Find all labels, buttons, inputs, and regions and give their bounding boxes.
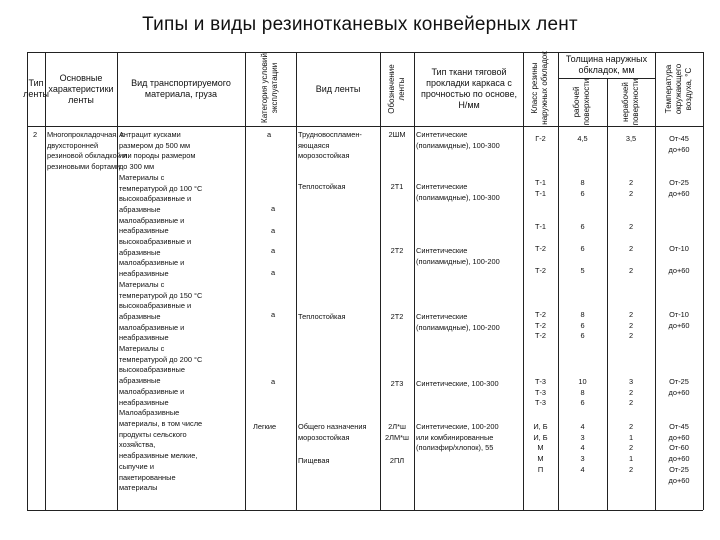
kind-value: Пищевая (298, 456, 330, 465)
category-value: Легкие (253, 422, 277, 431)
header-thickness: Толщина наружных обкладок, мм (565, 54, 648, 75)
header-main-characteristics: Основные характеристики ленты (48, 72, 114, 105)
kind-value: Теплостойкая (298, 182, 346, 191)
conveyor-belt-table (23, 51, 703, 510)
category-value: а (271, 246, 276, 255)
nonworking-thickness-value: 2 2 (628, 178, 634, 198)
nonworking-thickness-value: 3 2 2 (628, 377, 634, 408)
main-characteristics: Многопрокладочная, с двухсторонней резиновой обкладкой и резиновыми бортами (47, 130, 128, 172)
header-type: Тип ленты (23, 78, 49, 99)
header-kind: Вид ленты (315, 83, 361, 94)
category-value: а (271, 377, 276, 386)
nonworking-thickness-value: 2 (628, 222, 634, 231)
nonworking-thickness-value: 2 1 2 1 2 (628, 422, 634, 474)
temperature-value: до+60 (668, 266, 690, 275)
class-value: Т-2 (534, 244, 547, 253)
category-value: а (271, 268, 276, 277)
fabric-value: Синтетические (полиамидные), 100-300 (416, 182, 500, 202)
designation-value: 2Т1 (390, 182, 404, 191)
fabric-value: Синтетические (полиамидные), 100-200 (416, 312, 500, 332)
designation-value: 2Т3 (390, 379, 404, 388)
designation-value: 2Т2 (390, 246, 404, 255)
temperature-value: От-25 до+60 (668, 377, 690, 397)
class-value: Т-2 Т-2 Т-2 (534, 310, 547, 341)
header-designation: Обозначение ленты (387, 64, 406, 114)
fabric-value: Синтетические (полиамидные), 100-300 (416, 130, 500, 150)
designation-value: 2ШМ (388, 130, 406, 139)
page-title: Типы и виды резинотканевых конвейерных лент (142, 14, 578, 35)
header-material: Вид транспортируемого материала, груза (131, 78, 231, 99)
temperature-value: От-25 до+60 (668, 178, 690, 198)
class-value: Т-1 (534, 222, 547, 231)
class-value: И, Б И, Б М М П (533, 422, 548, 474)
temperature-value: От-45 до+60 От-60 до+60 От-25 до+60 (668, 422, 690, 485)
header-working-surface: рабочей поверхности (572, 78, 591, 126)
working-thickness-value: 8 6 6 (580, 310, 585, 341)
temperature-value: От-10 (669, 244, 689, 253)
working-thickness-value: 4 3 4 3 4 (580, 422, 585, 474)
fabric-value: Синтетические, 100-200 или комбинированные (полиэфир/хлопок), 55 (416, 422, 499, 453)
category-value: а (271, 310, 276, 319)
temperature-value: От-45 до+60 (668, 134, 690, 154)
class-value: Т-3 Т-3 Т-3 (534, 377, 547, 408)
fabric-value: Синтетические, 100-300 (416, 379, 499, 388)
designation-value: 2Л*ш (388, 422, 406, 431)
temperature-value: От-10 до+60 (668, 310, 690, 330)
nonworking-thickness-value: 2 2 2 (628, 310, 634, 341)
category-value: а (271, 204, 276, 213)
header-category: Категория условий эксплуатации (260, 53, 279, 123)
fabric-value: Синтетические (полиамидные), 100-200 (416, 246, 500, 266)
class-value: Т-1 Т-1 (534, 178, 547, 198)
header-fabric: Тип ткани тяговой прокладки каркаса с прочностью по основе, Н/мм (421, 67, 517, 110)
class-value: Г-2 (535, 134, 546, 143)
header-nonworking-surface: нерабочей поверхности (621, 78, 640, 126)
designation-value: 2ЛМ*ш (385, 433, 409, 442)
working-thickness-value: 6 (580, 222, 585, 231)
category-value: а (271, 226, 276, 235)
working-thickness-value: 8 6 (580, 178, 585, 198)
working-thickness-value: 6 (580, 244, 585, 253)
type-value: 2 (33, 130, 38, 139)
designation-value: 2Т2 (390, 312, 404, 321)
header-temperature: Температура окружающего воздуха, °С (664, 63, 693, 115)
material-list: Антрацит кусками размером до 500 мм или породы размером до 300 мм Материалы с температурой до 100 °С высокоабразивные и абразивные малоабразивные и неабразивные высокоабразивные и абразивные малоабразивные и неабразивные Материалы с температурой до 150 °С высокоабразивные и абразивные малоабразивные и неабразивные Материалы с температурой до 200 °С высокоабразивные абразивные малоабразивные и неабразивные Малоабразивные материалы, в том числе продукты сельского хозяйства, неабразивные мелкие, сыпучие и пакетированные материалы (119, 130, 203, 493)
kind-value: Трудновоспламен- яющаяся морозостойкая (298, 130, 362, 161)
nonworking-thickness-value: 2 (628, 244, 634, 253)
header-rubber-class: Класс резины наружных обкладок (530, 51, 549, 125)
kind-value: Общего назначения морозостойкая (298, 422, 367, 442)
nonworking-thickness-value: 2 (628, 266, 634, 275)
nonworking-thickness-value: 3,5 (625, 134, 637, 143)
designation-value: 2ПЛ (389, 456, 405, 465)
working-thickness-value: 5 (580, 266, 585, 275)
class-value: Т-2 (534, 266, 547, 275)
working-thickness-value: 10 8 6 (578, 377, 587, 408)
working-thickness-value: 4,5 (577, 134, 588, 143)
category-value: а (267, 130, 272, 139)
kind-value: Теплостойкая (298, 312, 346, 321)
